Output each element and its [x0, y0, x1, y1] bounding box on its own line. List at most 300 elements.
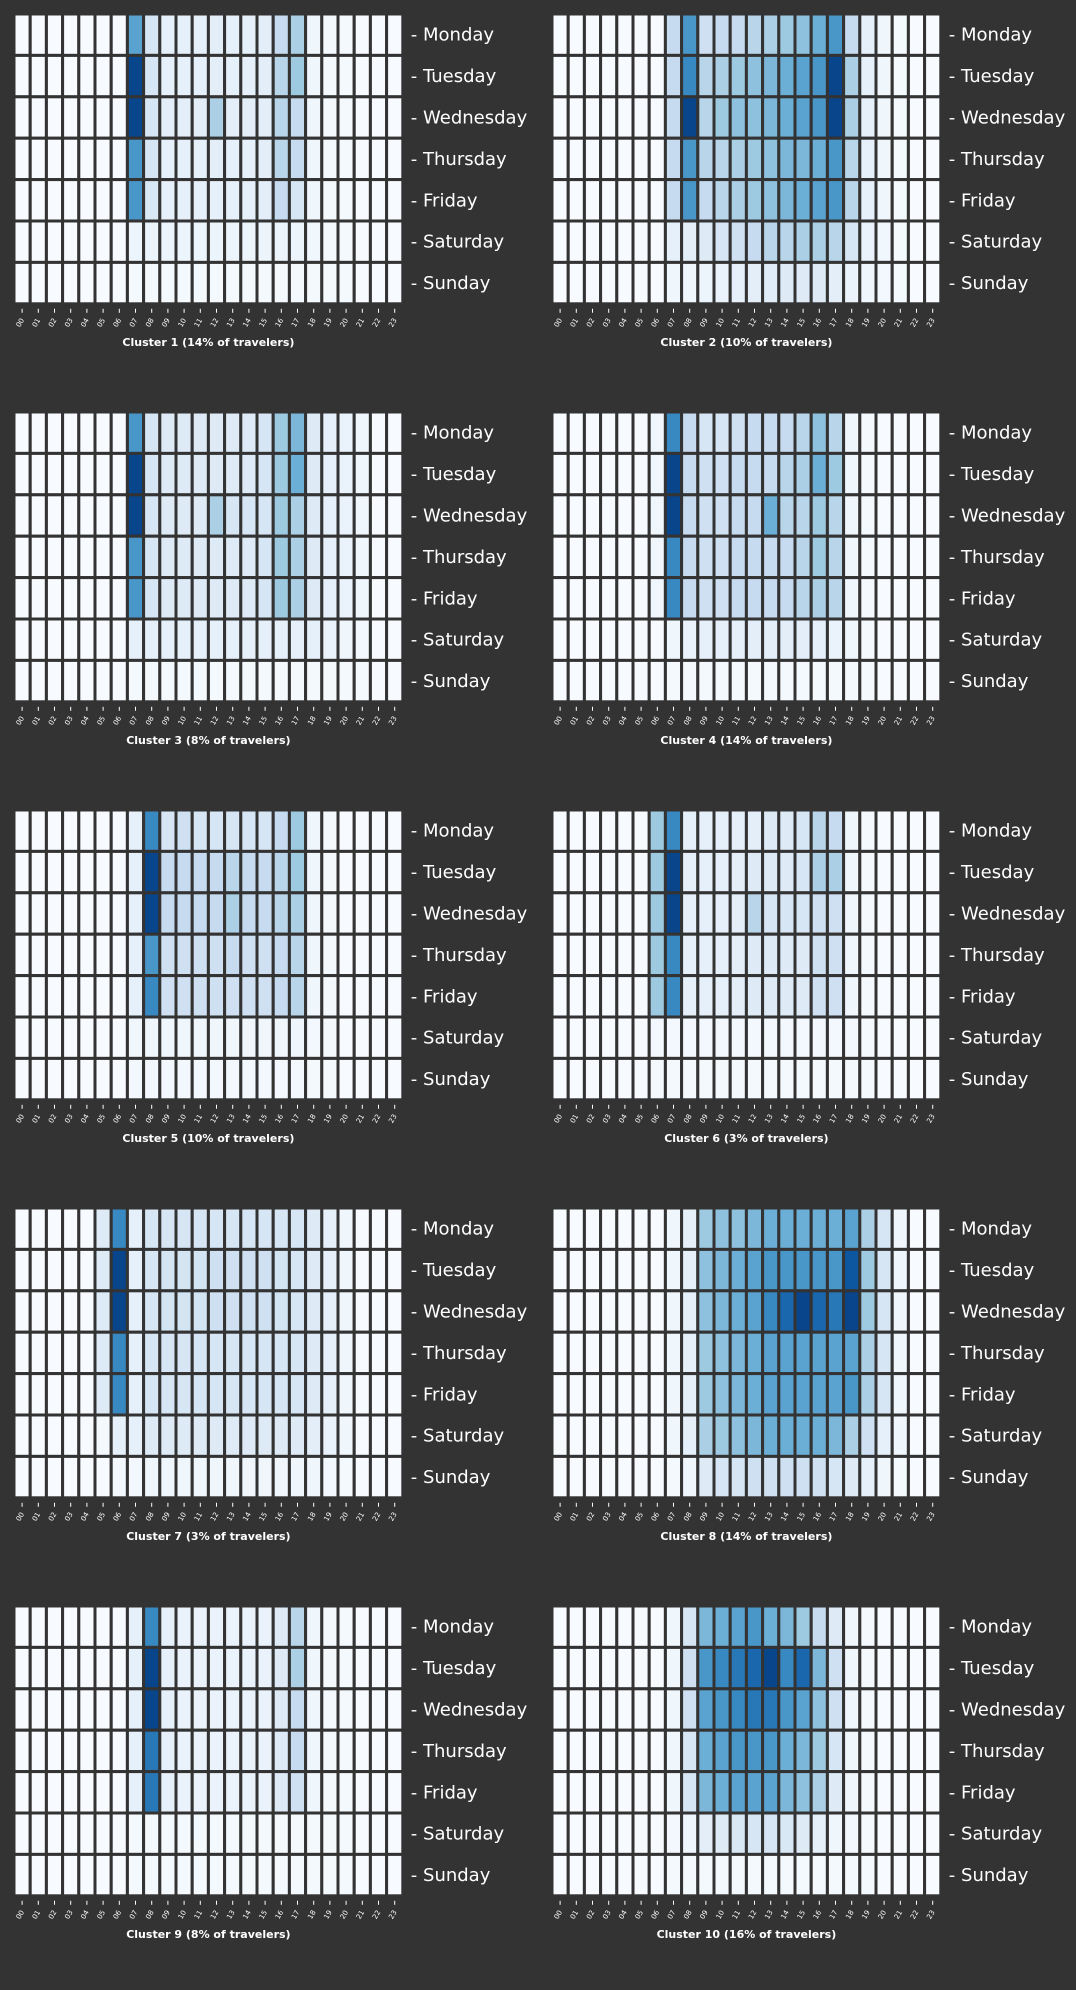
heatmap-panel-cluster-10: [552, 1606, 1066, 1951]
heatmap-cell: [860, 536, 876, 577]
heatmap-cell: [338, 1291, 354, 1332]
heatmap-cell: [552, 810, 568, 851]
hour-label: 11: [730, 316, 743, 329]
day-label-sunday: - Sunday: [948, 671, 1029, 693]
heatmap-cell: [568, 1208, 584, 1249]
heatmap-cell: [908, 976, 924, 1017]
heatmap-cell: [273, 810, 289, 851]
hour-label: 10: [714, 1510, 727, 1523]
heatmap-cell: [617, 893, 633, 934]
hour-label: 22: [371, 1510, 383, 1523]
heatmap-cell: [601, 1249, 617, 1290]
heatmap-cell: [176, 578, 192, 619]
heatmap-cell: [225, 1854, 241, 1895]
heatmap-cell: [306, 221, 322, 262]
hour-label: 03: [63, 316, 75, 329]
heatmap-cell: [79, 893, 95, 934]
heatmap-cell: [46, 810, 62, 851]
heatmap-cell: [779, 976, 795, 1017]
hour-label: 08: [144, 714, 156, 727]
heatmap-cell: [568, 262, 584, 303]
heatmap-cell: [273, 1772, 289, 1813]
heatmap-cell: [46, 1249, 62, 1290]
heatmap-cell: [617, 1689, 633, 1730]
heatmap-cell: [795, 976, 811, 1017]
heatmap-cell: [746, 1854, 762, 1895]
heatmap-cell: [30, 1813, 46, 1854]
heatmap-cell: [649, 453, 665, 494]
hour-label: 11: [730, 1908, 743, 1921]
heatmap-cell: [257, 412, 273, 453]
heatmap-cell: [241, 495, 257, 536]
heatmap-cell: [584, 578, 600, 619]
hour-label: 01: [30, 1112, 43, 1125]
heatmap-cell: [144, 536, 160, 577]
heatmap-cell: [860, 180, 876, 221]
heatmap-cell: [289, 1813, 305, 1854]
heatmap-cell: [892, 536, 908, 577]
heatmap-cell: [111, 810, 127, 851]
heatmap-cell: [827, 810, 843, 851]
heatmap-cell: [176, 97, 192, 138]
heatmap-cell: [95, 1332, 111, 1373]
heatmap-cell: [322, 976, 338, 1017]
heatmap-cell: [568, 1606, 584, 1647]
heatmap-cell: [649, 180, 665, 221]
heatmap-cell: [111, 1730, 127, 1771]
heatmap-cell: [698, 1017, 714, 1058]
heatmap-cell: [844, 1415, 860, 1456]
heatmap-cell: [876, 1374, 892, 1415]
hour-label: 23: [925, 1908, 937, 1921]
heatmap-cell: [273, 851, 289, 892]
hour-label: 01: [30, 1510, 43, 1523]
heatmap-cell: [225, 934, 241, 975]
heatmap-cell: [779, 1854, 795, 1895]
heatmap-cell: [649, 810, 665, 851]
hour-label: 14: [779, 1908, 791, 1921]
hour-label: 18: [844, 1112, 856, 1125]
heatmap-cell: [192, 453, 208, 494]
heatmap-cell: [925, 262, 941, 303]
heatmap-cell: [568, 578, 584, 619]
heatmap-cell: [844, 138, 860, 179]
heatmap-cell: [79, 1456, 95, 1497]
heatmap-cell: [844, 262, 860, 303]
heatmap-cell: [908, 1332, 924, 1373]
heatmap-cell: [892, 976, 908, 1017]
heatmap-cell: [322, 1291, 338, 1332]
heatmap-cell: [257, 976, 273, 1017]
heatmap-cell: [95, 412, 111, 453]
heatmap-cell: [111, 412, 127, 453]
heatmap-cell: [46, 495, 62, 536]
heatmap-cell: [144, 1374, 160, 1415]
heatmap-cell: [241, 1647, 257, 1688]
heatmap-cell: [649, 851, 665, 892]
heatmap-cell: [241, 536, 257, 577]
heatmap-cell: [387, 180, 403, 221]
heatmap-cell: [844, 810, 860, 851]
heatmap-cell: [127, 1374, 143, 1415]
heatmap-cell: [617, 495, 633, 536]
heatmap-cell: [257, 934, 273, 975]
heatmap-cell: [176, 55, 192, 96]
heatmap-cell: [908, 1415, 924, 1456]
chart-title: Cluster 8 (14% of travelers): [660, 1529, 833, 1543]
heatmap-cell: [698, 1208, 714, 1249]
heatmap-cell: [354, 934, 370, 975]
heatmap-cell: [811, 1017, 827, 1058]
heatmap-cell: [649, 97, 665, 138]
heatmap-cell: [111, 976, 127, 1017]
hour-label: 08: [144, 1510, 156, 1523]
day-label-sunday: - Sunday: [410, 273, 491, 295]
heatmap-cell: [46, 14, 62, 55]
heatmap-cell: [779, 1058, 795, 1099]
heatmap-cell: [568, 97, 584, 138]
heatmap-cell: [811, 1772, 827, 1813]
heatmap-cell: [827, 1415, 843, 1456]
heatmap-cell: [111, 1374, 127, 1415]
heatmap-cell: [176, 221, 192, 262]
heatmap-cell: [876, 851, 892, 892]
heatmap-cell: [144, 221, 160, 262]
heatmap-cell: [730, 1291, 746, 1332]
heatmap-cell: [160, 138, 176, 179]
heatmap-cell: [387, 412, 403, 453]
heatmap-cell: [892, 138, 908, 179]
hour-label: 00: [552, 1908, 565, 1921]
heatmap-cell: [827, 619, 843, 660]
heatmap-cell: [665, 180, 681, 221]
heatmap-cell: [30, 138, 46, 179]
heatmap-cell: [827, 1730, 843, 1771]
heatmap-cell: [649, 934, 665, 975]
hour-label: 18: [306, 714, 318, 727]
heatmap-cell: [844, 1249, 860, 1290]
heatmap-cell: [811, 262, 827, 303]
heatmap-cell: [925, 14, 941, 55]
heatmap-cell: [827, 1813, 843, 1854]
heatmap-cell: [79, 1291, 95, 1332]
chart-title: Cluster 1 (14% of travelers): [122, 335, 295, 349]
heatmap-cell: [208, 1017, 224, 1058]
hour-label: 00: [552, 1510, 565, 1523]
heatmap-cell: [370, 453, 386, 494]
heatmap-cell: [111, 578, 127, 619]
heatmap-cell: [714, 1332, 730, 1373]
hour-label: 13: [763, 1510, 775, 1523]
heatmap-cell: [338, 1730, 354, 1771]
day-label-monday: - Monday: [410, 1616, 495, 1638]
heatmap-cell: [552, 1456, 568, 1497]
heatmap-cell: [338, 851, 354, 892]
heatmap-cell: [892, 810, 908, 851]
heatmap-cell: [111, 1415, 127, 1456]
heatmap-cell: [273, 934, 289, 975]
heatmap-cell: [306, 1017, 322, 1058]
hour-label: 04: [79, 714, 91, 727]
day-label-saturday: - Saturday: [410, 1425, 505, 1447]
heatmap-cell: [860, 1813, 876, 1854]
hour-label: 15: [795, 316, 808, 329]
hour-label: 19: [322, 1510, 334, 1523]
heatmap-cell: [552, 262, 568, 303]
heatmap-cell: [552, 495, 568, 536]
heatmap-cell: [584, 893, 600, 934]
heatmap-cell: [306, 578, 322, 619]
heatmap-cell: [730, 97, 746, 138]
heatmap-cell: [779, 97, 795, 138]
hour-label: 21: [354, 316, 367, 329]
heatmap-cell: [665, 660, 681, 701]
hour-label: 12: [747, 316, 759, 329]
heatmap-cell: [876, 1291, 892, 1332]
heatmap-cell: [698, 976, 714, 1017]
heatmap-cell: [241, 1332, 257, 1373]
hour-label: 20: [338, 1510, 351, 1523]
heatmap-cell: [225, 810, 241, 851]
heatmap-cell: [63, 893, 79, 934]
day-label-thursday: - Thursday: [410, 148, 507, 170]
heatmap-cell: [876, 976, 892, 1017]
heatmap-cell: [225, 138, 241, 179]
heatmap-cell: [925, 619, 941, 660]
heatmap-cell: [649, 221, 665, 262]
heatmap-cell: [46, 934, 62, 975]
heatmap-cell: [208, 221, 224, 262]
hour-label: 17: [290, 1510, 302, 1523]
heatmap-cell: [208, 810, 224, 851]
heatmap-cell: [338, 412, 354, 453]
hour-label: 06: [649, 1510, 662, 1523]
heatmap-cell: [552, 1606, 568, 1647]
heatmap-cell: [714, 1813, 730, 1854]
hour-label: 23: [387, 1112, 399, 1125]
hour-label: 09: [698, 714, 710, 727]
heatmap-cell: [46, 1813, 62, 1854]
heatmap-cell: [682, 1606, 698, 1647]
heatmap-cell: [601, 851, 617, 892]
heatmap-cell: [160, 536, 176, 577]
heatmap-cell: [30, 1415, 46, 1456]
heatmap-cell: [860, 1730, 876, 1771]
heatmap-cell: [925, 660, 941, 701]
heatmap-cell: [925, 1854, 941, 1895]
heatmap-cell: [714, 262, 730, 303]
heatmap-cell: [698, 1689, 714, 1730]
hour-label: 07: [666, 1908, 678, 1921]
heatmap-cell: [306, 1332, 322, 1373]
hour-label: 23: [387, 1908, 399, 1921]
heatmap-cell: [925, 1058, 941, 1099]
heatmap-cell: [811, 97, 827, 138]
heatmap-cell: [763, 1854, 779, 1895]
heatmap-cell: [746, 262, 762, 303]
heatmap-cell: [860, 851, 876, 892]
heatmap-cell: [127, 1689, 143, 1730]
heatmap-cell: [241, 1249, 257, 1290]
hour-label: 03: [601, 316, 613, 329]
heatmap-cell: [763, 412, 779, 453]
hour-label: 16: [273, 1908, 286, 1921]
heatmap-cell: [273, 138, 289, 179]
heatmap-cell: [257, 1772, 273, 1813]
heatmap-cell: [95, 1813, 111, 1854]
heatmap-cell: [601, 1058, 617, 1099]
heatmap-cell: [633, 1813, 649, 1854]
heatmap-cell: [289, 1291, 305, 1332]
hour-label: 23: [925, 1510, 937, 1523]
day-label-wednesday: - Wednesday: [948, 903, 1066, 925]
heatmap-cell: [892, 1456, 908, 1497]
heatmap-cell: [160, 412, 176, 453]
heatmap-cell: [892, 1291, 908, 1332]
heatmap-cell: [665, 1456, 681, 1497]
heatmap-cell: [908, 851, 924, 892]
heatmap-cell: [665, 14, 681, 55]
hour-label: 01: [30, 714, 43, 727]
heatmap-cell: [649, 1017, 665, 1058]
heatmap-cell: [633, 1332, 649, 1373]
heatmap-cell: [601, 453, 617, 494]
heatmap-cell: [46, 180, 62, 221]
hour-label: 07: [128, 1510, 140, 1523]
hour-label: 21: [892, 1908, 905, 1921]
heatmap-cell: [354, 1291, 370, 1332]
heatmap-cell: [568, 1415, 584, 1456]
heatmap-cell: [127, 1730, 143, 1771]
heatmap-cell: [79, 1730, 95, 1771]
heatmap-cell: [568, 1249, 584, 1290]
heatmap-cell: [79, 453, 95, 494]
heatmap-cell: [306, 180, 322, 221]
heatmap-cell: [763, 1291, 779, 1332]
heatmap-cell: [795, 180, 811, 221]
heatmap-cell: [273, 536, 289, 577]
heatmap-cell: [665, 893, 681, 934]
hour-label: 14: [779, 1510, 791, 1523]
heatmap-cell: [730, 262, 746, 303]
heatmap-cell: [63, 1456, 79, 1497]
hour-label: 13: [225, 1112, 237, 1125]
heatmap-cell: [14, 1689, 30, 1730]
heatmap-cell: [160, 97, 176, 138]
heatmap-cell: [730, 180, 746, 221]
heatmap-cell: [876, 453, 892, 494]
heatmap-cell: [306, 660, 322, 701]
heatmap-cell: [584, 1772, 600, 1813]
heatmap-cell: [30, 810, 46, 851]
heatmap-cell: [568, 55, 584, 96]
heatmap-cell: [127, 1813, 143, 1854]
heatmap-cell: [354, 453, 370, 494]
heatmap-cell: [338, 55, 354, 96]
heatmap-cell: [876, 1647, 892, 1688]
heatmap-cell: [827, 1332, 843, 1373]
heatmap-cell: [779, 1332, 795, 1373]
day-label-monday: - Monday: [410, 820, 495, 842]
heatmap-cell: [338, 1689, 354, 1730]
heatmap-cell: [225, 1456, 241, 1497]
heatmap-cell: [160, 934, 176, 975]
heatmap-cell: [714, 14, 730, 55]
heatmap-cell: [552, 536, 568, 577]
hour-label: 04: [79, 1510, 91, 1523]
heatmap-cell: [30, 1606, 46, 1647]
heatmap-cell: [338, 1606, 354, 1647]
heatmap-cell: [370, 1813, 386, 1854]
hour-label: 13: [763, 714, 775, 727]
heatmap-cell: [354, 810, 370, 851]
heatmap-cell: [338, 578, 354, 619]
heatmap-cell: [63, 412, 79, 453]
heatmap-cell: [160, 851, 176, 892]
heatmap-cell: [289, 1058, 305, 1099]
heatmap-cell: [633, 1058, 649, 1099]
heatmap-cell: [63, 495, 79, 536]
heatmap-cell: [289, 851, 305, 892]
hour-label: 14: [241, 714, 253, 727]
hour-label: 04: [79, 1908, 91, 1921]
heatmap-cell: [601, 1689, 617, 1730]
heatmap-cell: [714, 1415, 730, 1456]
heatmap-cell: [14, 14, 30, 55]
heatmap-cell: [160, 221, 176, 262]
heatmap-cell: [387, 619, 403, 660]
hour-label: 01: [30, 1908, 43, 1921]
heatmap-cell: [63, 1772, 79, 1813]
heatmap-cell: [698, 619, 714, 660]
heatmap-cell: [649, 412, 665, 453]
heatmap-cell: [257, 180, 273, 221]
heatmap-cell: [241, 1772, 257, 1813]
heatmap-cell: [665, 619, 681, 660]
heatmap-cell: [682, 1854, 698, 1895]
heatmap-cell: [568, 851, 584, 892]
heatmap-cell: [63, 1813, 79, 1854]
heatmap-cell: [601, 55, 617, 96]
hour-label: 23: [387, 1510, 399, 1523]
heatmap-cell: [746, 619, 762, 660]
heatmap-cell: [584, 1647, 600, 1688]
day-label-tuesday: - Tuesday: [410, 66, 497, 88]
heatmap-cell: [144, 1456, 160, 1497]
heatmap-cell: [746, 495, 762, 536]
heatmap-cell: [714, 578, 730, 619]
heatmap-cell: [568, 412, 584, 453]
heatmap-cell: [844, 934, 860, 975]
heatmap-cell: [795, 934, 811, 975]
heatmap-cell: [552, 221, 568, 262]
heatmap-cell: [208, 1249, 224, 1290]
heatmap-cell: [387, 138, 403, 179]
heatmap-cell: [844, 660, 860, 701]
heatmap-cell: [79, 619, 95, 660]
hour-label: 07: [128, 1908, 140, 1921]
heatmap-cell: [14, 893, 30, 934]
heatmap-cell: [811, 810, 827, 851]
heatmap-cell: [306, 1813, 322, 1854]
heatmap-cell: [633, 1689, 649, 1730]
heatmap-cell: [354, 976, 370, 1017]
heatmap-cell: [370, 1291, 386, 1332]
heatmap-cell: [14, 1730, 30, 1771]
heatmap-cell: [192, 851, 208, 892]
heatmap-cell: [779, 536, 795, 577]
hour-label: 17: [828, 316, 840, 329]
